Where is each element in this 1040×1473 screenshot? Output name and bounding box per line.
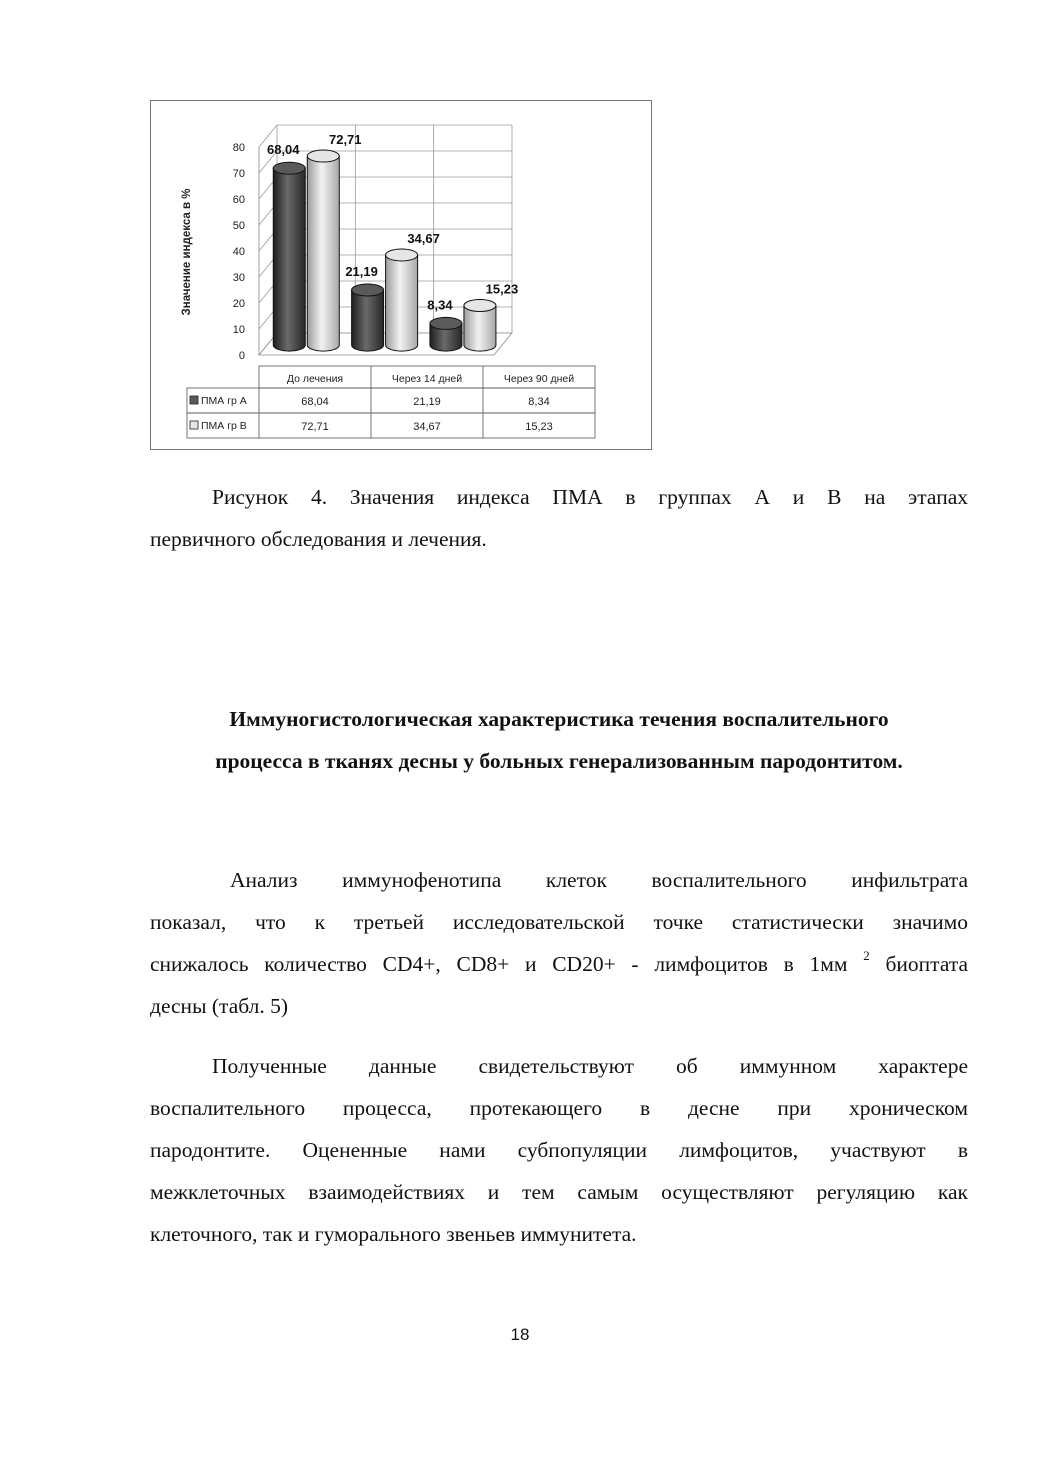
paragraph <box>150 859 968 1027</box>
figure-caption <box>150 476 968 560</box>
caption-line: Рисунок 4. Значения индекса ПМА в группах А и В на этапах <box>212 485 968 509</box>
paragraph-line: пародонтите. Оцененные нами субпопуляции лимфоцитов, участвуют в <box>150 1138 968 1162</box>
table-cell: 72,71 <box>301 421 329 433</box>
data-label: 21,19 <box>345 264 378 280</box>
bar-cap <box>464 300 496 312</box>
heading-line: процесса в тканях десны у больных генерализованным пародонтитом. <box>215 749 903 773</box>
table-cell: 8,34 <box>528 396 550 408</box>
bar <box>352 290 384 351</box>
text-run: биоптата <box>885 952 969 976</box>
y-tick-label: 60 <box>232 194 245 206</box>
table-cell: 15,23 <box>525 421 553 433</box>
table-cell: 21,19 <box>413 396 441 408</box>
paragraph <box>150 1045 968 1255</box>
bar-cap <box>352 284 384 296</box>
bar-cap <box>386 249 418 261</box>
superscript: 2 <box>863 948 870 963</box>
bar <box>273 168 305 351</box>
x-category-label: До лечения <box>286 373 344 385</box>
section-heading <box>150 698 968 782</box>
data-label: 15,23 <box>485 281 519 297</box>
y-tick-label: 20 <box>232 298 245 310</box>
chart-figure <box>150 100 652 450</box>
y-tick-label: 30 <box>232 272 245 284</box>
paragraph-line: межклеточных взаимодействиях и тем самым осуществляют регуляцию как <box>150 1180 968 1204</box>
paragraph-line <box>150 943 968 985</box>
text-run: снижалось количество CD4+, CD8+ и CD20+ - лимфоцитов в 1мм <box>150 952 848 976</box>
bar <box>464 306 496 352</box>
table-cell: 68,04 <box>301 396 329 408</box>
table-cell: 34,67 <box>413 421 441 433</box>
data-label: 34,67 <box>407 230 440 246</box>
y-tick-label: 0 <box>238 350 245 362</box>
caption-line: первичного обследования и лечения. <box>150 527 487 551</box>
y-axis-label: Значение индекса в % <box>181 188 193 316</box>
y-tick-label: 40 <box>232 246 245 258</box>
bar-chart <box>151 101 653 451</box>
y-axis <box>233 142 245 362</box>
paragraph-line: десны (табл. 5) <box>150 994 289 1018</box>
bar <box>386 255 418 351</box>
data-label: 68,04 <box>266 142 300 158</box>
data-label: 8,34 <box>427 297 453 313</box>
y-tick-label: 70 <box>232 168 245 180</box>
legend-swatch <box>190 396 198 404</box>
chart-bars <box>273 150 496 351</box>
y-tick-label: 50 <box>232 220 245 232</box>
data-label: 72,71 <box>328 132 362 148</box>
paragraph-line: показал, что к третьей исследовательской точке статистически значимо <box>150 910 968 934</box>
data-table <box>187 366 595 438</box>
bar-cap <box>307 150 339 162</box>
paragraph-line: клеточного, так и гуморального звеньев иммунитета. <box>150 1222 637 1246</box>
paragraph-line: Полученные данные свидетельствуют об иммунном характере <box>212 1054 968 1078</box>
paragraph-line: воспалительного процесса, протекающего в десне при хроническом <box>150 1096 968 1120</box>
legend-swatch <box>190 421 198 429</box>
y-tick-label: 10 <box>232 324 245 336</box>
heading-line: Иммуногистологическая характеристика течения воспалительного <box>229 707 889 731</box>
x-category-label: Через 14 дней <box>391 373 463 385</box>
paragraph-line: Анализ иммунофенотипа клеток воспалительного инфильтрата <box>230 868 968 892</box>
bar-cap <box>430 317 462 329</box>
x-category-label: Через 90 дней <box>503 373 575 385</box>
page-number: 18 <box>510 1325 530 1344</box>
legend-entry: ПМА гр А <box>201 395 247 407</box>
legend-entry: ПМА гр В <box>201 420 247 432</box>
y-tick-label: 80 <box>232 142 245 154</box>
bar-cap <box>273 162 305 174</box>
bar <box>307 156 339 351</box>
